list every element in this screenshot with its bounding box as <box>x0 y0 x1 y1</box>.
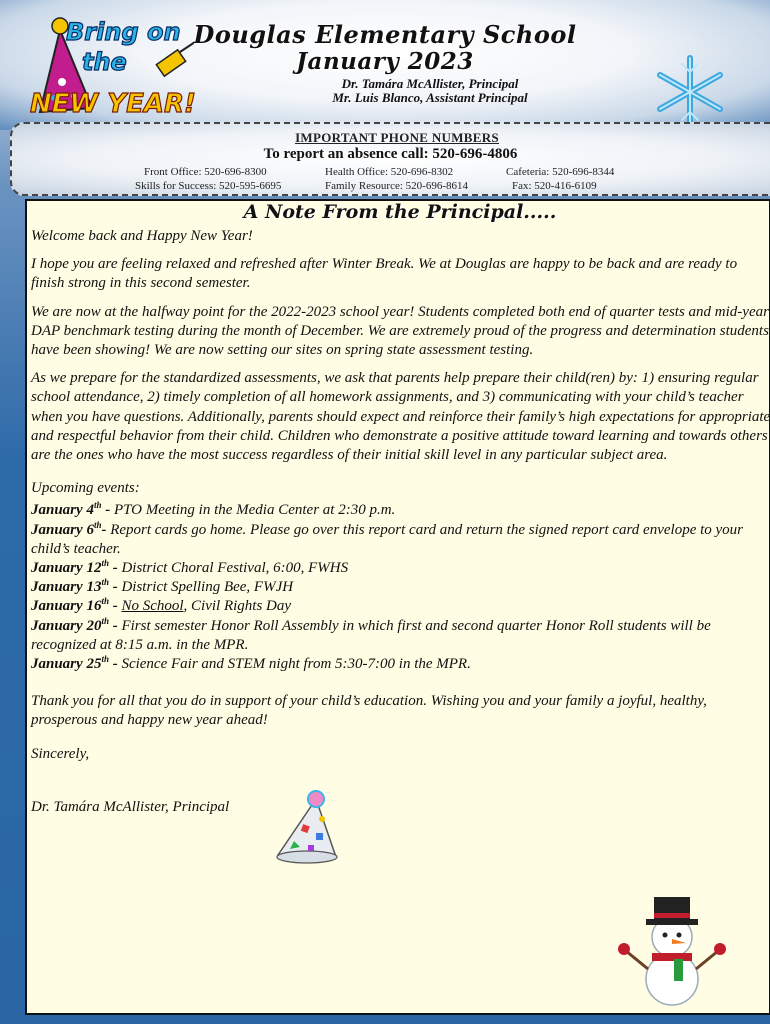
fax-number: Fax: 520-416-6109 <box>512 180 597 192</box>
principal-note-panel <box>25 199 770 1015</box>
badge-line-2: the <box>82 48 127 76</box>
signoff: Sincerely, <box>31 745 90 762</box>
note-body <box>31 227 770 826</box>
badge-line-1: Bring on <box>66 18 181 46</box>
health-office-phone: Health Office: 520-696-8302 <box>325 166 454 178</box>
signature: Dr. Tamára McAllister, Principal <box>31 798 230 815</box>
absence-line: To report an absence call: 520-696-4806 <box>263 146 518 162</box>
snowflake-icon <box>650 52 730 132</box>
note-paragraph: We are now at the halfway point for the 2022-2023 school year! Students completed both end of quarter tests and mid-year DAP benchmark testing during the month of December. We are extremely proud of the progress and determination students have been showing! We are now setting our sites on spring state assessment testing. <box>31 303 769 359</box>
note-paragraph: I hope you are feeling relaxed and refreshed after Winter Break. We at Douglas are happy to be back and are ready to finish strong in this second semester. <box>31 256 738 292</box>
event-item: January 25th - Science Fair and STEM night from 5:30-7:00 in the MPR. <box>31 654 471 673</box>
events-heading: Upcoming events: <box>31 480 140 497</box>
event-item: January 12th - District Choral Festival, 6:00, FWHS <box>31 558 349 577</box>
family-resource-phone: Family Resource: 520-696-8614 <box>325 180 468 192</box>
note-paragraph: Welcome back and Happy New Year! <box>31 228 253 244</box>
badge-line-3: NEW YEAR! <box>30 89 196 119</box>
event-item: January 4th - PTO Meeting in the Media Center at 2:30 p.m. <box>31 500 396 519</box>
event-item: January 20th - First semester Honor Roll Assembly in which first and second quarter Honor Roll students will be recognized at 8:15 a.m. in the MPR. <box>31 615 711 653</box>
phone-numbers-heading: IMPORTANT PHONE NUMBERS <box>295 130 499 145</box>
party-hat-icon <box>272 789 342 869</box>
event-item: January 6th- Report cards go home. Please go over this report card and return the signed report card envelope to your child’s teacher. <box>31 519 744 557</box>
note-title: A Note From the Principal..... <box>243 201 557 223</box>
newsletter-month: January 2023 <box>296 48 474 75</box>
snowman-icon <box>612 891 732 1011</box>
phone-numbers-box <box>10 122 770 196</box>
cafeteria-phone: Cafeteria: 520-696-8344 <box>506 166 615 178</box>
event-item: January 13th - District Spelling Bee, FWJH <box>31 577 294 596</box>
school-name: Douglas Elementary School <box>193 20 577 49</box>
note-paragraph: As we prepare for the standardized assessments, we ask that parents help prepare their child(ren) by: 1) ensuring regular school attendance, 2) timely completion of all homework assignments, and 3) communicating with your child’s teacher when you have questions. Additionally, parents should expect and reinforce their family’s high expectations for appropriate and respectful behavior from their child. Children who demonstrate a positive attitude toward learning and towards others are the ones who have the most success regardless of their initial skill level in any particular subject area. <box>31 370 770 464</box>
events-list <box>31 501 770 674</box>
front-office-phone: Front Office: 520-696-8300 <box>144 166 267 178</box>
event-item: January 16th - No School, Civil Rights Day <box>31 596 292 615</box>
closing-paragraph: Thank you for all that you do in support of your child’s education. Wishing you and your family a joyful, healthy, prosperous and happy new year ahead! <box>31 693 707 729</box>
principal-name: Dr. Tamára McAllister, Principal <box>341 76 519 91</box>
assistant-principal-name: Mr. Luis Blanco, Assistant Principal <box>332 90 528 105</box>
skills-phone: Skills for Success: 520-595-6695 <box>135 180 282 192</box>
